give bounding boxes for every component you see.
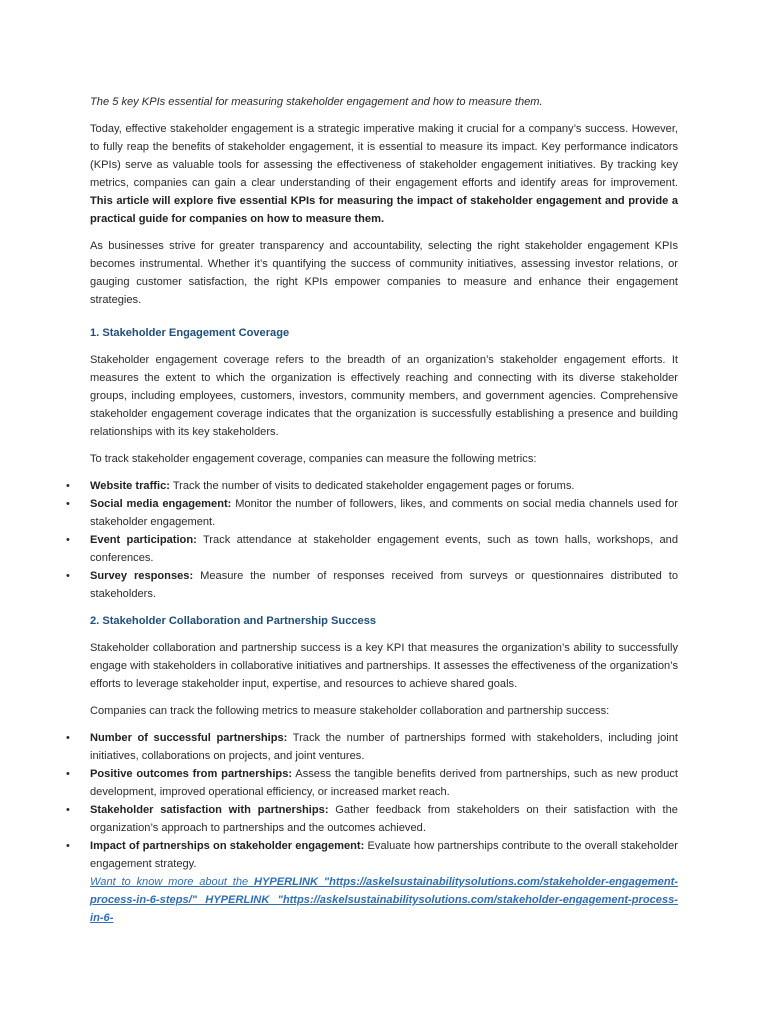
bullet-text: Measure the number of responses received from surveys or questionnaires distributed to stakeholders. — [90, 570, 679, 600]
section-2-body: Stakeholder collaboration and partnership success is a key KPI that measures the organization’s ability to successfully engage with stakeholders in collaborative initiatives and partnerships. It assesses the effectiveness of the organization’s efforts to leverage stakeholder input, expertise, and resources to achieve shared goals. — [90, 642, 678, 690]
bullet-icon: • — [66, 768, 70, 780]
bullet-text: Track attendance at stakeholder engagement events, such as town halls, workshops, and conferences. — [90, 534, 678, 564]
paragraph-intro — [90, 120, 678, 228]
list-item — [66, 801, 678, 837]
hyperlink-stakeholder-process[interactable] — [90, 873, 678, 927]
bullet-label: Positive outcomes from partnerships: — [90, 768, 293, 780]
bullet-text: Track the number of partnerships formed with stakeholders, including joint initiatives, collaborations on projects, and joint ventures. — [90, 732, 678, 762]
list-item — [66, 729, 678, 765]
list-item — [66, 567, 679, 603]
bullet-text: Gather feedback from stakeholders on their satisfaction with the organization’s approach to partnerships and the outcomes achieved. — [90, 804, 678, 834]
bullet-label: Impact of partnerships on stakeholder engagement: — [90, 840, 365, 852]
bullet-text: Track the number of visits to dedicated stakeholder engagement pages or forums. — [169, 480, 575, 492]
bullet-text: Evaluate how partnerships contribute to the overall stakeholder engagement strategy. — [90, 840, 678, 870]
bullet-icon: • — [66, 534, 70, 546]
list-item — [66, 477, 678, 495]
list-item — [66, 837, 679, 927]
bullet-icon: • — [66, 840, 70, 852]
section-1-heading: 1. Stakeholder Engagement Coverage — [90, 327, 290, 339]
bullet-icon: • — [66, 480, 70, 492]
bullet-label: Number of successful partnerships: — [90, 732, 288, 744]
bullet-label: Website traffic: — [90, 480, 170, 492]
list-item — [66, 765, 678, 801]
paragraph-intro-bold: This article will explore five essential KPIs for measuring the impact of stakeholder engagement and provide a practical guide for companies on how to measure them. — [90, 195, 678, 225]
section-1-bullet-list — [66, 477, 679, 603]
intro-line: The 5 key KPIs essential for measuring stakeholder engagement and how to measure them. — [90, 96, 543, 108]
bullet-icon: • — [66, 570, 70, 582]
bullet-text: Assess the tangible benefits derived from partnerships, such as new product development, improved operational efficiency, or increased market reach. — [90, 768, 678, 798]
hyperlink-url-text[interactable]: HYPERLINK "https://askelsustainabilitysolutions.com/stakeholder-engagement-process-in-6-steps/" HYPERLINK "https://askelsustainabilitysolutions.com/stakeholder-engagement-process-in-6- — [90, 876, 679, 924]
bullet-icon: • — [66, 804, 70, 816]
bullet-label: Survey responses: — [90, 570, 194, 582]
bullet-icon: • — [66, 498, 70, 510]
bullet-text: Monitor the number of followers, likes, and comments on social media channels used for stakeholder engagement. — [90, 498, 678, 528]
list-item — [66, 495, 678, 531]
paragraph-intro-text: Today, effective stakeholder engagement is a strategic imperative making it crucial for a company’s success. However, to fully reap the benefits of stakeholder engagement, it is essential to measure its impact. Key performance indicators (KPIs) serve as valuable tools for assessing the effectiveness of stakeholder engagement initiatives. By tracking key metrics, companies can gain a clear understanding of their engagement efforts and identify areas for improvement. — [90, 123, 678, 189]
bullet-label: Social media engagement: — [90, 498, 232, 510]
bullet-label: Stakeholder satisfaction with partnerships: — [90, 804, 329, 816]
bullet-icon: • — [66, 732, 70, 744]
section-1-body: Stakeholder engagement coverage refers to the breadth of an organization’s stakeholder engagement efforts. It measures the extent to which the organization is effectively reaching and connecting with its diverse stakeholder groups, including employees, customers, investors, community members, and government agencies. Comprehensive stakeholder engagement coverage indicates that the organization is successfully establishing a presence and building relationships with its key stakeholders. — [90, 354, 678, 438]
bullet-label: Event participation: — [90, 534, 197, 546]
section-2-bullet-list — [66, 729, 679, 927]
list-item — [66, 531, 678, 567]
paragraph-transparency: As businesses strive for greater transparency and accountability, selecting the right stakeholder engagement KPIs becomes instrumental. Whether it’s quantifying the success of community initiatives, assessing investor relations, or gauging customer satisfaction, the right KPIs empower companies to measure and enhance their engagement strategies. — [90, 240, 678, 306]
section-1-metrics-intro: To track stakeholder engagement coverage, companies can measure the following metrics: — [90, 453, 537, 465]
hyperlink-prefix[interactable]: Want to know more about the — [90, 876, 254, 888]
section-2-heading: 2. Stakeholder Collaboration and Partnership Success — [90, 615, 377, 627]
section-2-metrics-intro: Companies can track the following metrics to measure stakeholder collaboration and partnership success: — [90, 705, 610, 717]
